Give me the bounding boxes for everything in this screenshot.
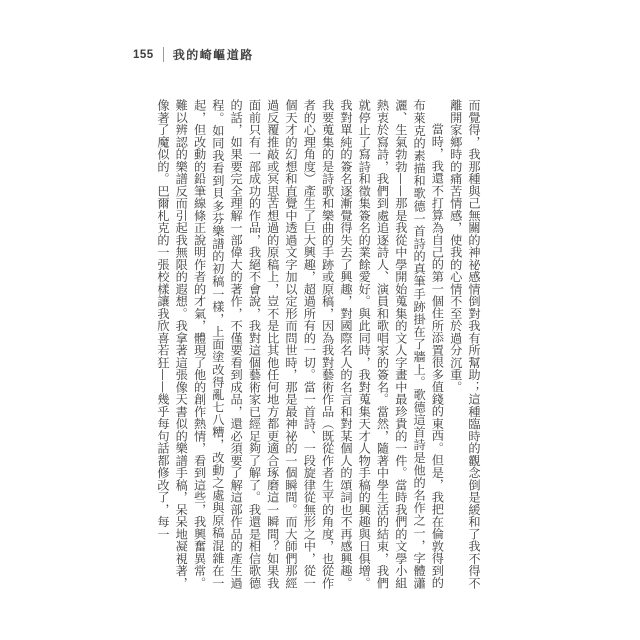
paragraph: 當時，我還不打算為自己的第一個住所添置很多值錢的東西。但是，我把在倫敦得到的布萊克的素描和歌德一首詩的真筆手跡掛在了牆上。歌德這首詩是他的名作之一，字體瀟灑、生氣勃勃——那是我從中學開始蒐集的文人字畫中最珍貴的一件。當時我們的文學小組熱衷於寫詩，我們到處追逐詩人、演員和歌唱家的簽名。當然，隨著中學生活的結束，我們就停止了寫詩和徵集簽名的業餘愛好。與此同時，我對蒐集天才人物手稿的興趣與日俱增。我對單純的簽名逐漸覺得失去了興趣，對國際名人的名言和對某個人的頌詞也不再感興趣。我要蒐集的是詩歌和樂曲的手跡或原稿，因為我對藝術作品（既從作者生平的角度，也從作者的心理角度）產生了巨大興趣，超過所有的一切。當一首詩、一段旋律從無形之中，從一個天才的幻想和直覺中透過文字加以定形而問世時，那是最神祕的一個瞬間。而大師們那經過反覆推敲或冥思苦想過的原稿上，豈不是比其他任何地方都更適合琢磨這一瞬間？如果我面前只有一部成功的作品，我絕不會說，我對這個藝術家已經足夠了解了。我還是相信歌德的話，如果要完全理解一部偉大的著作，不僅要看到成品，還必須要了解這部作品的產生過程。如同我看到貝多芬樂譜的初稿一樣，上面塗改得亂七八糟，改動之處與原稿混雜在一起，但改動的鉛筆線條正說明作者的才氣，體現了他的創作熱情，看到這些，我興奮異常。難以辨認的樂譜反而引起我無限的遐想。我拿著這張像天書似的樂譜手稿，呆呆地凝視著，像著了魔似的。巴爾札克的一張校樣讓我欣喜若狂——幾乎每句話都修改了，每一	[155, 99, 445, 589]
header-divider	[163, 47, 164, 62]
book-title: 我的崎嶇道路	[172, 48, 254, 62]
page-body	[154, 99, 483, 589]
paragraph-continuation: 而覺得，我那種與己無關的神祕感情倒對我有所幫助；這種臨時的觀念倒是緩和了我不得不離開家鄉時的痛苦情感，使我的心情不至於過分沉重。	[448, 99, 481, 589]
page-number: 155	[133, 48, 154, 61]
running-header	[133, 46, 254, 63]
